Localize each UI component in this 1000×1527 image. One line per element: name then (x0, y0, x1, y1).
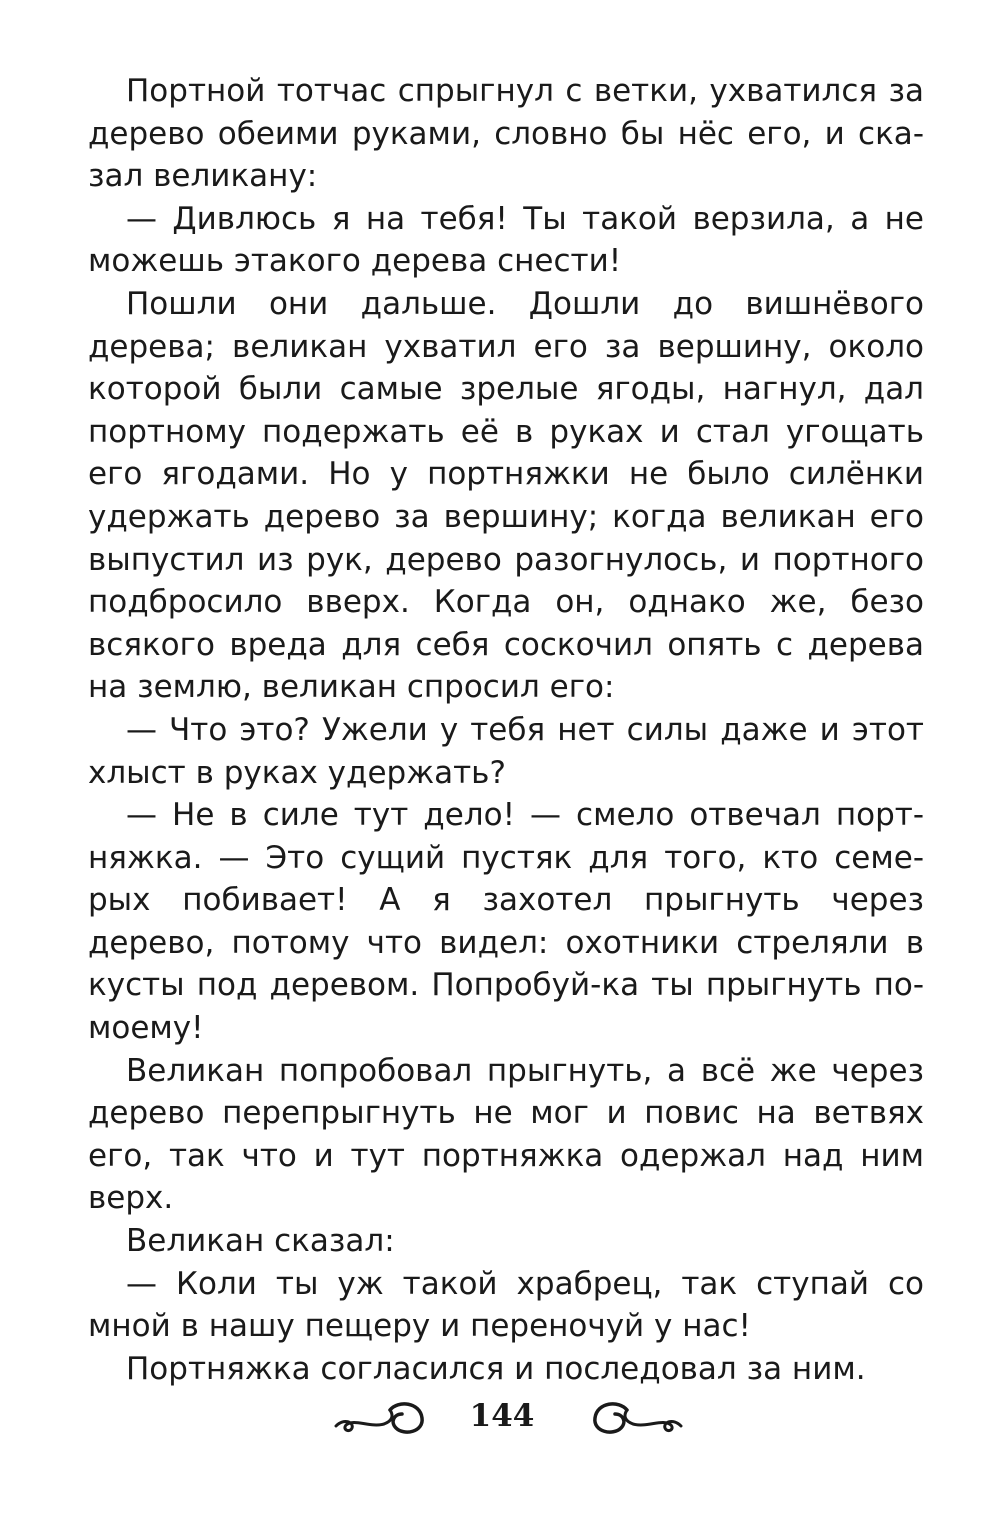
flourish-left-icon (332, 1392, 432, 1442)
page-footer (0, 1392, 1000, 1452)
paragraph: Пошли они дальше. Дошли до вишнёвого дерева; великан ухватил его за вершину, около которой были самые зрелые ягоды, нагнул, дал портному подержать её в руках и стал угощать его ягодами. Но у портняжки не было силёнки удержать дерево за вершину; когда великан его выпустил из рук, дерево разогнулось, и портного подбросило вверх. Когда он, однако же, безо всякого вреда для себя соскочил опять с дерева на землю, великан спросил его: (88, 285, 924, 706)
paragraph: Великан попробовал прыгнуть, а всё же через дерево перепрыгнуть не мог и повис на ветвях его, так что и тут портняжка одержал над ним верх. (88, 1052, 924, 1217)
paragraph: — Коли ты уж такой храбрец, так ступай со мной в нашу пещеру и переночуй у нас! (88, 1265, 924, 1345)
paragraph: Портной тотчас спрыгнул с ветки, ухватился за дерево обеими руками, словно бы нёс его, и сказал великану: (88, 73, 924, 195)
paragraph: — Не в силе тут дело! — смело отвечал портняжка. — Это сущий пустяк для того, кто семерых побивает! А я захотел прыгнуть через дерево, потому что видел: охотники стреляли в кусты под деревом. Попробуй-ка ты прыгнуть по-моему! (88, 797, 924, 1047)
flourish-right-icon (585, 1392, 685, 1442)
page-number: 144 (469, 1398, 535, 1434)
paragraph: — Что это? Ужели у тебя нет силы даже и этот хлыст в руках удержать? (88, 711, 924, 791)
paragraph: Портняжка согласился и последовал за ним. (126, 1350, 866, 1387)
paragraph: — Дивлюсь я на тебя! Ты такой верзила, а не можешь этакого дерева снести! (88, 200, 924, 280)
paragraph: Великан сказал: (126, 1223, 395, 1260)
body-text (88, 70, 924, 1390)
